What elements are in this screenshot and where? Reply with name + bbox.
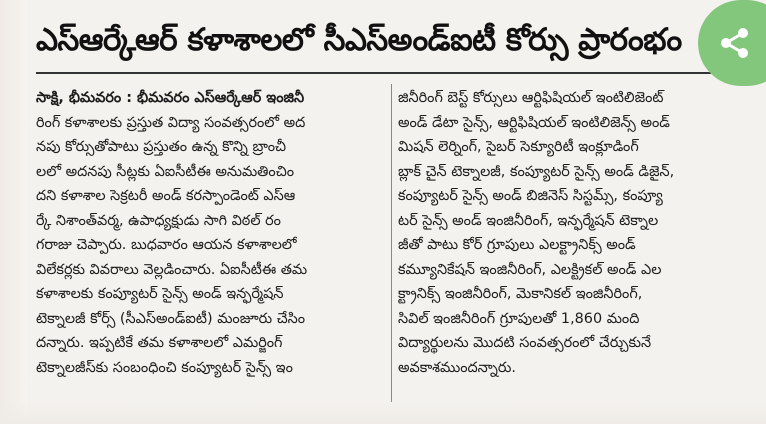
column-line: టర్ సైన్స్ అండ్ ఇంజినీరింగ్, ఇన్ఫర్మేషన్ టెక్నాల (398, 212, 659, 229)
column-line: క్ట్రానిక్స్ ఇంజినీరింగ్, మెకానికల్ ఇంజినీరింగ్, (398, 286, 643, 302)
share-icon (718, 26, 752, 60)
column-line: నపు కోర్సుతోపాటు ప్రస్తుతం ఉన్న కొన్ని బ్రాంచీ (36, 139, 287, 155)
column-divider (391, 84, 392, 402)
column-line: అండ్ డేటా సైన్స్, ఆర్టిఫిషియల్ ఇంటిలిజెన్స్ అండ్ (398, 114, 670, 131)
article-column-right (398, 86, 740, 380)
column-line: బ్లాక్ చైన్ టెక్నాలజీ, కంప్యూటర్ సైన్స్ అండ్ డిజైన్, (398, 163, 675, 180)
column-line: టెక్నాలజీస్‌కు సంబంధించి కంప్యూటర్ సైన్స్ ఇం (36, 359, 293, 376)
column-line: కమ్యూనికేషన్ ఇంజినీరింగ్, ఎలక్ట్రికల్ అండ్ ఎల (398, 261, 662, 278)
page-edge-left (0, 0, 28, 424)
column-line: కంప్యూటర్ సైన్స్ అండ్ బిజినెస్ సిస్టమ్స్, కంప్యూ (398, 188, 663, 204)
column-line: రింగ్ కళాశాలకు ప్రస్తుత విద్యా సంవత్సరంలో అద (36, 114, 306, 131)
headline-rule (36, 72, 736, 74)
column-line: సివిల్ ఇంజినీరింగ్ గ్రూపులతో 1,860 మంది (398, 310, 640, 327)
column-line: జీతో పాటు కోర్ గ్రూపులు ఎలక్ట్రానిక్స్ అండ్ (398, 237, 636, 253)
column-line: జినీరింగ్ బెస్ట్ కోర్సులు ఆర్టిఫిషియల్ ఇంటిలిజెంట్ (398, 90, 664, 106)
column-line: లలో అదనపు సీట్లకు ఏఐసీటీఈ అనుమతించిం (36, 163, 295, 180)
column-line: విద్యార్థులను మొదటి సంవత్సరంలో చేర్చుకునే (398, 335, 652, 351)
column-line: గరాజు చెప్పారు. బుధవారం ఆయన కళాశాలలో (36, 237, 297, 253)
adjacent-column-fragment (748, 96, 766, 396)
column-line: మిషన్ లెర్నింగ్, సైబర్ సెక్యూరిటీ ఇంక్లూడింగ్ (398, 139, 639, 155)
article-column-left (36, 86, 388, 380)
page-bottom-shadow (0, 400, 766, 424)
column-line: ర్కే నిశాంత్‌వర్మ, ఉపాధ్యక్షుడు సాగి విఠల్ రం (36, 212, 281, 229)
column-line: దన్నారు. ఇప్పటికే తమ కళాశాలలో ఎమర్జింగ్ (36, 335, 283, 351)
article-headline: ఎస్ఆర్కేఆర్ కళాశాలలో సీఎస్అండ్ఐటీ కోర్సు ప్రారంభం (36, 22, 682, 58)
column-line: అవకాశముందన్నారు. (398, 359, 516, 376)
column-line: టెక్నాలజీ కోర్స్ (సీఎస్‌అండ్‌ఐటీ) మంజూరు చేసిం (36, 310, 306, 327)
column-line: దని కళాశాల సెక్రటరీ అండ్ కరస్పాండెంట్ ఎస్ఆ (36, 188, 296, 204)
column-line: సాక్షి, భీమవరం : భీమవరం ఎస్ఆర్కేఆర్ ఇంజినీ (36, 90, 305, 106)
column-line: కళాశాలకు కంప్యూటర్ సైన్స్ అండ్ ఇన్ఫర్మేషన్ (36, 286, 284, 302)
column-line: విలేకర్లకు వివరాలు వెల్లడించారు. ఏఐసీటీఈ తమ (36, 261, 308, 278)
